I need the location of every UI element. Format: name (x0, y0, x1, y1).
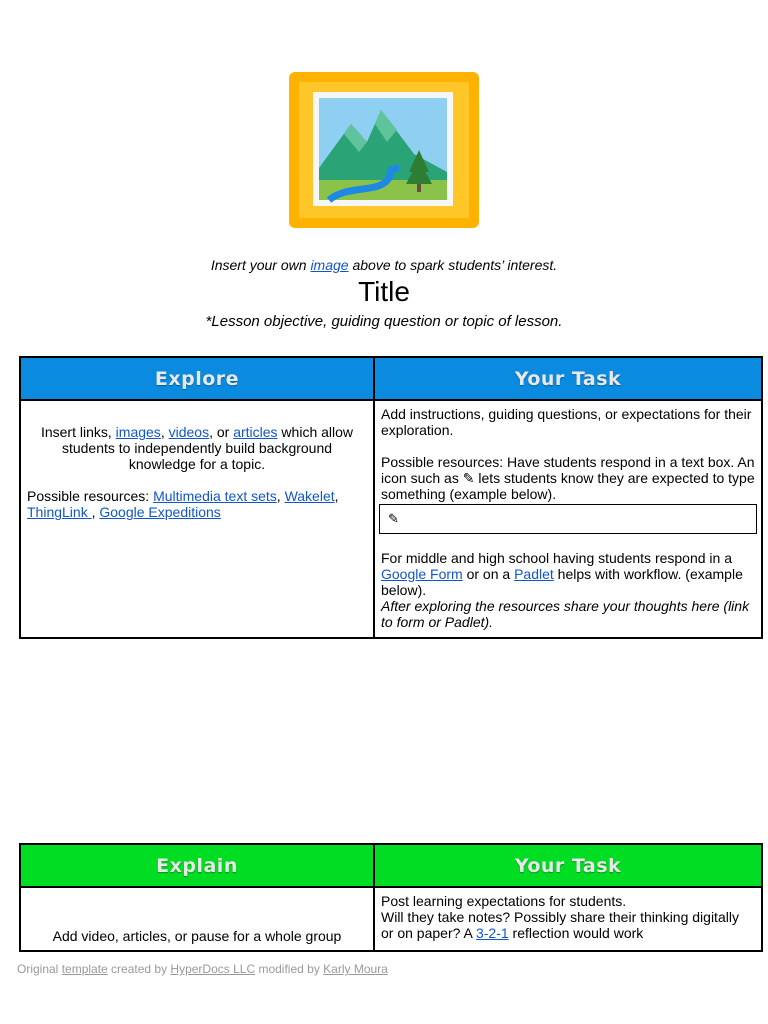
task-workflow: For middle and high school having students respond in a Google Form or on a Padlet helps with workflow. (example below). (381, 550, 743, 598)
explore-resources: Possible resources: Multimedia text sets, Wakelet, ThingLink , Google Expeditions (27, 488, 339, 520)
karly-moura-link[interactable]: Karly Moura (323, 962, 388, 976)
explore-task-cell (374, 400, 762, 638)
explain-description: Add video, articles, or pause for a whole group (52, 928, 342, 944)
explore-header: Explore (20, 357, 374, 400)
explore-left-cell (20, 400, 374, 638)
template-link[interactable]: template (61, 962, 108, 976)
pencil-icon: ✎ (388, 511, 399, 526)
response-text-box[interactable] (379, 504, 757, 534)
explore-intro: Insert links, images, videos, or articles which allow students to independently build background knowledge for a topic. (40, 424, 354, 472)
google-form-link[interactable]: Google Form (381, 566, 463, 582)
image-link[interactable]: image (310, 257, 349, 273)
thinglink-link[interactable]: ThingLink (27, 504, 92, 520)
page-title: Title (358, 276, 410, 307)
multimedia-text-sets-link[interactable]: Multimedia text sets (153, 488, 277, 504)
explain-header: Explain (20, 844, 374, 887)
task-resources: Possible resources: Have students respond in a text box. An icon such as ✎ lets students know they are expected to type something (example below). (381, 454, 755, 502)
caption-text: Insert your own (210, 257, 311, 273)
lesson-objective: *Lesson objective, guiding question or topic of lesson. (205, 313, 563, 330)
explore-task-header: Your Task (374, 357, 762, 400)
wakelet-link[interactable]: Wakelet (284, 488, 335, 504)
padlet-link[interactable]: Padlet (514, 566, 554, 582)
hyperdocs-link[interactable]: HyperDocs LLC (170, 962, 256, 976)
task-share-thoughts[interactable]: After exploring the resources share your thoughts here (link to form or Padlet). (381, 598, 750, 630)
task-instructions: Add instructions, guiding questions, or expectations for their exploration. (381, 406, 752, 438)
landscape-picture-icon[interactable] (289, 72, 479, 228)
google-expeditions-link[interactable]: Google Expeditions (99, 504, 221, 520)
explain-task-cell (374, 887, 762, 951)
image-caption (0, 257, 768, 273)
images-link[interactable]: images (115, 424, 161, 440)
explore-table (19, 356, 763, 639)
explain-table (19, 843, 763, 952)
videos-link[interactable]: videos (168, 424, 210, 440)
explain-expectations: Post learning expectations for students. (381, 893, 627, 909)
articles-link[interactable]: articles (233, 424, 278, 440)
three-two-one-link[interactable]: 3-2-1 (475, 925, 509, 941)
explain-task-header: Your Task (374, 844, 762, 887)
explain-left-cell (20, 887, 374, 951)
caption-text-end: above to spark students’ interest. (348, 257, 558, 273)
explain-notes: Will they take notes? Possibly share their thinking digitally or on paper? A 3-2-1 reflection would work (381, 909, 739, 941)
footer-credits: Original template created by HyperDocs LLC modified by Karly Moura (17, 962, 388, 976)
